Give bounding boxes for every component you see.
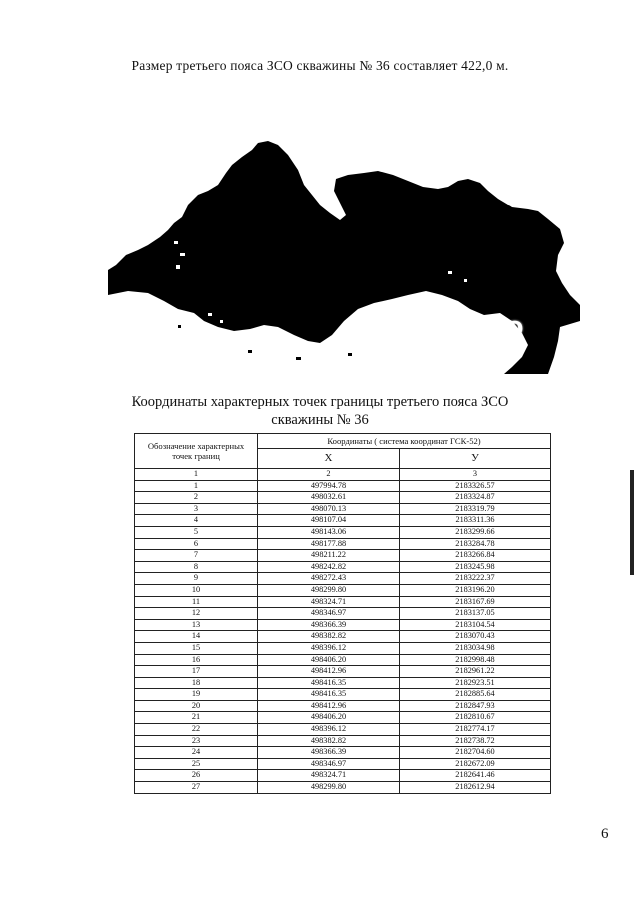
table-row [135, 561, 551, 573]
y-coordinate-cell: 2183266.84 [400, 550, 551, 562]
column-index-row [135, 469, 551, 481]
y-column-header: У [400, 449, 551, 469]
coordinates-table [134, 433, 551, 794]
point-number-cell: 16 [135, 654, 258, 666]
y-coordinate-cell: 2182612.94 [400, 782, 551, 794]
y-coordinate-cell: 2183196.20 [400, 584, 551, 596]
point-number-cell: 20 [135, 700, 258, 712]
table-row [135, 515, 551, 527]
point-number-cell: 7 [135, 550, 258, 562]
y-coordinate-cell: 2182923.51 [400, 677, 551, 689]
column-index-cell: 2 [258, 469, 400, 481]
y-coordinate-cell: 2183245.98 [400, 561, 551, 573]
table-row [135, 642, 551, 654]
y-coordinate-cell: 2183222.37 [400, 573, 551, 585]
table-row [135, 666, 551, 678]
x-coordinate-cell: 498412.96 [258, 700, 400, 712]
x-coordinate-cell: 498366.39 [258, 747, 400, 759]
table-row [135, 747, 551, 759]
column-index-cell: 3 [400, 469, 551, 481]
y-coordinate-cell: 2182998.48 [400, 654, 551, 666]
y-coordinate-cell: 2183284.78 [400, 538, 551, 550]
point-number-cell: 10 [135, 584, 258, 596]
table-row [135, 608, 551, 620]
table-row [135, 480, 551, 492]
point-number-cell: 11 [135, 596, 258, 608]
table-row [135, 654, 551, 666]
y-coordinate-cell: 2182774.17 [400, 724, 551, 736]
x-coordinate-cell: 498070.13 [258, 503, 400, 515]
y-coordinate-cell: 2183299.66 [400, 526, 551, 538]
y-coordinate-cell: 2182847.93 [400, 700, 551, 712]
table-row [135, 619, 551, 631]
point-number-cell: 2 [135, 492, 258, 504]
table-row [135, 492, 551, 504]
x-coordinate-cell: 498346.97 [258, 608, 400, 620]
table-row [135, 689, 551, 701]
point-number-cell: 23 [135, 735, 258, 747]
table-row [135, 573, 551, 585]
table-row [135, 770, 551, 782]
y-coordinate-cell: 2183167.69 [400, 596, 551, 608]
table-row [135, 677, 551, 689]
point-number-cell: 22 [135, 724, 258, 736]
y-coordinate-cell: 2182810.67 [400, 712, 551, 724]
x-coordinate-cell: 498177.88 [258, 538, 400, 550]
table-row [135, 782, 551, 794]
page-number: 6 [601, 826, 609, 842]
point-number-cell: 24 [135, 747, 258, 759]
x-coordinate-cell: 498324.71 [258, 770, 400, 782]
x-coordinate-cell: 498406.20 [258, 712, 400, 724]
x-coordinate-cell: 498324.71 [258, 596, 400, 608]
intro-text: Размер третьего пояса ЗСО скважины № 36 составляет 422,0 м. [131, 58, 509, 73]
table-row [135, 584, 551, 596]
y-coordinate-cell: 2183137.05 [400, 608, 551, 620]
x-coordinate-cell: 498211.22 [258, 550, 400, 562]
point-number-cell: 13 [135, 619, 258, 631]
y-coordinate-cell: 2183311.36 [400, 515, 551, 527]
scan-edge-mark [630, 470, 634, 575]
map-place-label: Савелово [378, 311, 524, 343]
point-number-cell: 18 [135, 677, 258, 689]
y-coordinate-cell: 2183324.87 [400, 492, 551, 504]
point-number-cell: 27 [135, 782, 258, 794]
x-coordinate-cell: 498143.06 [258, 526, 400, 538]
coordinates-system-header: Координаты ( система координат ГСК-52) [258, 434, 551, 449]
x-coordinate-cell: 497994.78 [258, 480, 400, 492]
y-coordinate-cell: 2183070.43 [400, 631, 551, 643]
table-row [135, 596, 551, 608]
point-number-cell: 12 [135, 608, 258, 620]
y-coordinate-cell: 2182738.72 [400, 735, 551, 747]
x-coordinate-cell: 498396.12 [258, 724, 400, 736]
table-row [135, 538, 551, 550]
map-image [108, 95, 580, 374]
y-coordinate-cell: 2182704.60 [400, 747, 551, 759]
point-designation-header: Обозначение характерных точек границ [135, 434, 258, 469]
y-coordinate-cell: 2183326.57 [400, 480, 551, 492]
table-row [135, 758, 551, 770]
table-caption [0, 393, 640, 429]
x-coordinate-cell: 498412.96 [258, 666, 400, 678]
x-coordinate-cell: 498299.80 [258, 782, 400, 794]
table-row [135, 700, 551, 712]
point-number-cell: 1 [135, 480, 258, 492]
x-coordinate-cell: 498107.04 [258, 515, 400, 527]
table-row [135, 712, 551, 724]
point-number-cell: 3 [135, 503, 258, 515]
y-coordinate-cell: 2182672.09 [400, 758, 551, 770]
y-coordinate-cell: 2182885.64 [400, 689, 551, 701]
y-coordinate-cell: 2182961.22 [400, 666, 551, 678]
point-number-cell: 26 [135, 770, 258, 782]
y-coordinate-cell: 2183034.98 [400, 642, 551, 654]
y-coordinate-cell: 2182641.46 [400, 770, 551, 782]
x-column-header: X [258, 449, 400, 469]
x-coordinate-cell: 498382.82 [258, 735, 400, 747]
x-coordinate-cell: 498406.20 [258, 654, 400, 666]
x-coordinate-cell: 498299.80 [258, 584, 400, 596]
point-number-cell: 21 [135, 712, 258, 724]
table-row [135, 631, 551, 643]
x-coordinate-cell: 498366.39 [258, 619, 400, 631]
table-row [135, 550, 551, 562]
point-number-cell: 17 [135, 666, 258, 678]
caption-line-2: скважины № 36 [271, 412, 369, 428]
y-coordinate-cell: 2183104.54 [400, 619, 551, 631]
column-index-cell: 1 [135, 469, 258, 481]
y-coordinate-cell: 2183319.79 [400, 503, 551, 515]
table-row [135, 526, 551, 538]
x-coordinate-cell: 498272.43 [258, 573, 400, 585]
point-number-cell: 25 [135, 758, 258, 770]
x-coordinate-cell: 498416.35 [258, 677, 400, 689]
point-number-cell: 15 [135, 642, 258, 654]
x-coordinate-cell: 498346.97 [258, 758, 400, 770]
table-row [135, 735, 551, 747]
point-number-cell: 8 [135, 561, 258, 573]
x-coordinate-cell: 498416.35 [258, 689, 400, 701]
table-row [135, 503, 551, 515]
point-number-cell: 5 [135, 526, 258, 538]
x-coordinate-cell: 498382.82 [258, 631, 400, 643]
point-number-cell: 14 [135, 631, 258, 643]
point-number-cell: 9 [135, 573, 258, 585]
x-coordinate-cell: 498032.61 [258, 492, 400, 504]
point-number-cell: 6 [135, 538, 258, 550]
table-row [135, 724, 551, 736]
caption-line-1: Координаты характерных точек границы третьего пояса ЗСО [131, 394, 509, 410]
x-coordinate-cell: 498396.12 [258, 642, 400, 654]
point-number-cell: 19 [135, 689, 258, 701]
point-number-cell: 4 [135, 515, 258, 527]
x-coordinate-cell: 498242.82 [258, 561, 400, 573]
